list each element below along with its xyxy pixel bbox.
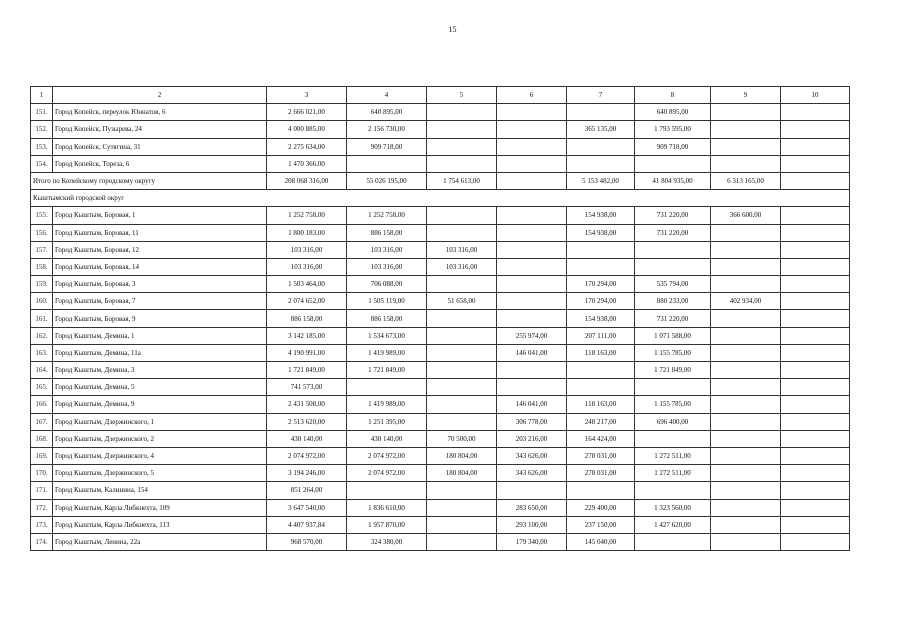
value-cell [781,344,850,361]
value-cell [781,207,850,224]
value-cell [427,310,497,327]
value-cell: 103 316,00 [347,241,427,258]
value-cell: 283 650,00 [497,499,567,516]
value-cell: 2 074 972,00 [267,447,347,464]
value-cell [781,413,850,430]
value-cell [635,533,711,550]
value-cell: 1 534 673,00 [347,327,427,344]
value-cell: 1 252 758,00 [267,207,347,224]
value-cell: 1 419 989,00 [347,396,427,413]
value-cell: 343 626,00 [497,465,567,482]
value-cell: 51 658,00 [427,293,497,310]
value-cell [781,499,850,516]
value-cell: 640 895,00 [347,104,427,121]
value-cell: 324 380,00 [347,533,427,550]
table-row [31,396,850,413]
value-cell [711,362,781,379]
table-row [31,465,850,482]
value-cell: 706 088,00 [347,276,427,293]
value-cell [711,413,781,430]
address-cell: Город Кыштым, Демина, 1 [53,327,267,344]
value-cell: 886 158,00 [347,224,427,241]
value-cell [781,104,850,121]
value-cell: 535 794,00 [635,276,711,293]
value-cell: 154 938,00 [567,224,635,241]
table-row [31,293,850,310]
table-row [31,516,850,533]
value-cell [781,379,850,396]
value-cell [711,310,781,327]
address-cell: Город Кыштым, Дзержинского, 1 [53,413,267,430]
value-cell: 2 074 972,00 [347,465,427,482]
value-cell [567,482,635,499]
value-cell [711,121,781,138]
value-cell [497,379,567,396]
row-number: 168. [31,430,53,447]
value-cell: 438 140,00 [347,430,427,447]
value-cell: 2 275 634,00 [267,138,347,155]
value-cell [497,155,567,172]
value-cell: 103 316,00 [427,258,497,275]
value-cell [427,516,497,533]
value-cell: 1 323 560,00 [635,499,711,516]
value-cell: 103 316,00 [427,241,497,258]
value-cell [497,293,567,310]
row-number: 162. [31,327,53,344]
table-row [31,310,850,327]
value-cell: 208 068 316,00 [267,172,347,189]
value-cell: 3 142 185,00 [267,327,347,344]
value-cell [427,499,497,516]
header-cell: 4 [347,87,427,104]
value-cell: 1 252 758,00 [347,207,427,224]
value-cell: 103 316,00 [267,241,347,258]
value-cell [635,379,711,396]
table-row [31,155,850,172]
value-cell: 145 040,00 [567,533,635,550]
value-cell: 1 793 595,00 [635,121,711,138]
value-cell: 70 500,00 [427,430,497,447]
value-cell [711,344,781,361]
value-cell [781,121,850,138]
value-cell: 103 316,00 [347,258,427,275]
value-cell [781,327,850,344]
value-cell [497,224,567,241]
row-number: 165. [31,379,53,396]
value-cell [711,516,781,533]
value-cell [427,379,497,396]
row-number: 171. [31,482,53,499]
value-cell [711,482,781,499]
value-cell [567,155,635,172]
value-cell [427,413,497,430]
value-cell [427,207,497,224]
value-cell [635,241,711,258]
value-cell [347,482,427,499]
value-cell [711,379,781,396]
value-cell: 731 220,00 [635,310,711,327]
value-cell [347,155,427,172]
value-cell [711,447,781,464]
value-cell: 103 316,00 [267,258,347,275]
header-cell: 10 [781,87,850,104]
address-cell: Город Кыштым, Ленина, 22а [53,533,267,550]
address-cell: Город Кыштым, Боровая, 12 [53,241,267,258]
address-cell: Город Копейск, Тореза, 6 [53,155,267,172]
value-cell: 2 431 508,00 [267,396,347,413]
address-cell: Город Копейск, Сутягина, 31 [53,138,267,155]
value-cell: 55 026 195,00 [347,172,427,189]
row-number: 153. [31,138,53,155]
section-label: Кыштымский городской округ [31,190,850,207]
value-cell: 1 754 613,00 [427,172,497,189]
value-cell: 146 041,00 [497,396,567,413]
value-cell [781,430,850,447]
address-cell: Город Копейск, переулок Юннатов, 6 [53,104,267,121]
header-cell: 2 [53,87,267,104]
value-cell [711,499,781,516]
value-cell [567,138,635,155]
value-cell [711,533,781,550]
value-cell [427,138,497,155]
value-cell [497,258,567,275]
table-header-row [31,87,850,104]
value-cell [427,104,497,121]
value-cell [711,155,781,172]
value-cell: 154 938,00 [567,310,635,327]
value-cell [711,327,781,344]
value-cell [567,362,635,379]
value-cell: 3 194 246,00 [267,465,347,482]
value-cell: 640 895,00 [635,104,711,121]
row-number: 166. [31,396,53,413]
value-cell [427,155,497,172]
value-cell: 278 031,00 [567,447,635,464]
value-cell [781,533,850,550]
value-cell [427,396,497,413]
row-number: 159. [31,276,53,293]
value-cell [781,155,850,172]
value-cell: 170 294,00 [567,276,635,293]
value-cell: 1 505 119,00 [347,293,427,310]
value-cell: 180 804,00 [427,465,497,482]
value-cell: 118 163,00 [567,344,635,361]
value-cell: 1 071 588,00 [635,327,711,344]
value-cell: 1 272 511,00 [635,447,711,464]
table-row [31,447,850,464]
row-number: 164. [31,362,53,379]
value-cell: 2 074 972,00 [347,447,427,464]
value-cell [427,482,497,499]
value-cell [497,138,567,155]
address-cell: Город Кыштым, Боровая, 1 [53,207,267,224]
table-row [31,207,850,224]
value-cell: 180 804,00 [427,447,497,464]
value-cell [781,310,850,327]
row-number: 173. [31,516,53,533]
table-row [31,482,850,499]
header-cell: 5 [427,87,497,104]
value-cell: 731 220,00 [635,207,711,224]
value-cell [781,224,850,241]
table-row [31,241,850,258]
value-cell: 1 251 395,00 [347,413,427,430]
value-cell: 306 778,00 [497,413,567,430]
value-cell [711,276,781,293]
address-cell: Город Кыштым, Демина, 9 [53,396,267,413]
value-cell: 203 216,00 [497,430,567,447]
header-cell: 6 [497,87,567,104]
value-cell: 1 503 464,00 [267,276,347,293]
table-row [31,379,850,396]
value-cell: 968 570,00 [267,533,347,550]
value-cell: 741 573,00 [267,379,347,396]
value-cell: 4 190 991,00 [267,344,347,361]
value-cell: 886 158,00 [267,310,347,327]
value-cell [635,430,711,447]
row-number: 160. [31,293,53,310]
value-cell: 1 721 849,00 [347,362,427,379]
value-cell: 402 934,00 [711,293,781,310]
value-cell [635,482,711,499]
value-cell: 5 153 482,00 [567,172,635,189]
value-cell [711,396,781,413]
section-row [31,190,850,207]
value-cell [711,224,781,241]
row-number: 163. [31,344,53,361]
table-row [31,327,850,344]
value-cell: 6 313 165,00 [711,172,781,189]
table-row [31,104,850,121]
value-cell [781,362,850,379]
value-cell [497,104,567,121]
row-number: 156. [31,224,53,241]
value-cell [567,104,635,121]
table-row [31,138,850,155]
address-cell: Город Кыштым, Демина, 5 [53,379,267,396]
row-number: 155. [31,207,53,224]
page-number: 15 [448,25,457,34]
value-cell: 1 155 785,00 [635,396,711,413]
address-cell: Город Кыштым, Боровая, 3 [53,276,267,293]
table-row [31,430,850,447]
value-cell: 3 647 540,00 [267,499,347,516]
value-cell: 2 074 652,00 [267,293,347,310]
value-cell [711,241,781,258]
value-cell [567,241,635,258]
value-cell [781,138,850,155]
value-cell: 179 340,00 [497,533,567,550]
value-cell [635,155,711,172]
header-cell: 8 [635,87,711,104]
table-row [31,121,850,138]
value-cell: 170 294,00 [567,293,635,310]
value-cell [427,327,497,344]
value-cell: 2 513 620,00 [267,413,347,430]
value-cell: 118 163,00 [567,396,635,413]
value-cell [781,447,850,464]
value-cell [781,465,850,482]
value-cell [427,362,497,379]
address-cell: Город Кыштым, Боровая, 9 [53,310,267,327]
row-number: 161. [31,310,53,327]
value-cell: 41 804 935,00 [635,172,711,189]
value-cell: 731 220,00 [635,224,711,241]
address-cell: Город Кыштым, Калинина, 154 [53,482,267,499]
row-number: 157. [31,241,53,258]
address-cell: Город Кыштым, Дзержинского, 5 [53,465,267,482]
total-label: Итого по Копейскому городскому округу [31,172,267,189]
value-cell: 146 041,00 [497,344,567,361]
value-cell: 255 974,00 [497,327,567,344]
table-row [31,258,850,275]
address-cell: Город Кыштым, Карла Либкнехта, 113 [53,516,267,533]
value-cell [711,465,781,482]
value-cell [781,293,850,310]
header-cell: 3 [267,87,347,104]
value-cell [781,516,850,533]
value-cell [711,138,781,155]
address-cell: Город Кыштым, Боровая, 7 [53,293,267,310]
value-cell [711,104,781,121]
value-cell: 366 600,00 [711,207,781,224]
value-cell: 1 272 511,00 [635,465,711,482]
value-cell: 886 158,00 [347,310,427,327]
row-number: 174. [31,533,53,550]
table-row [31,533,850,550]
value-cell [567,379,635,396]
value-cell: 164 424,00 [567,430,635,447]
value-cell: 880 233,00 [635,293,711,310]
value-cell [497,310,567,327]
value-cell [497,276,567,293]
value-cell [497,121,567,138]
value-cell [781,276,850,293]
address-cell: Город Кыштым, Дзержинского, 2 [53,430,267,447]
value-cell [781,172,850,189]
value-cell [781,258,850,275]
value-cell: 343 626,00 [497,447,567,464]
value-cell [427,121,497,138]
row-number: 152. [31,121,53,138]
table-row [31,224,850,241]
value-cell: 4 000 885,00 [267,121,347,138]
row-number: 169. [31,447,53,464]
value-cell: 229 400,00 [567,499,635,516]
value-cell [711,430,781,447]
address-cell: Город Копейск, Пузырева, 24 [53,121,267,138]
value-cell [497,207,567,224]
value-cell: 2 666 021,00 [267,104,347,121]
row-number: 167. [31,413,53,430]
row-number: 154. [31,155,53,172]
value-cell [347,379,427,396]
value-cell [497,362,567,379]
value-cell: 1 800 183,00 [267,224,347,241]
table-row [31,413,850,430]
value-cell: 1 721 849,00 [635,362,711,379]
value-cell [497,172,567,189]
row-number: 158. [31,258,53,275]
value-cell [711,258,781,275]
table-row [31,276,850,293]
value-cell: 207 111,00 [567,327,635,344]
row-number: 151. [31,104,53,121]
value-cell: 909 718,00 [347,138,427,155]
value-cell [427,276,497,293]
value-cell [427,224,497,241]
value-cell [781,396,850,413]
address-cell: Город Кыштым, Демина, 11а [53,344,267,361]
value-cell: 1 957 870,00 [347,516,427,533]
value-cell: 438 140,00 [267,430,347,447]
value-cell [567,258,635,275]
value-cell: 1 427 620,00 [635,516,711,533]
value-cell: 1 419 989,00 [347,344,427,361]
value-cell: 237 150,00 [567,516,635,533]
value-cell: 154 938,00 [567,207,635,224]
row-number: 170. [31,465,53,482]
address-cell: Город Кыштым, Карла Либкнехта, 109 [53,499,267,516]
budget-table [30,86,850,551]
header-cell: 7 [567,87,635,104]
row-number: 172. [31,499,53,516]
value-cell: 278 031,00 [567,465,635,482]
value-cell [427,344,497,361]
value-cell: 1 721 849,00 [267,362,347,379]
value-cell: 248 217,00 [567,413,635,430]
total-row [31,172,850,189]
header-cell: 1 [31,87,53,104]
value-cell: 365 135,00 [567,121,635,138]
value-cell: 1 836 610,00 [347,499,427,516]
address-cell: Город Кыштым, Боровая, 11 [53,224,267,241]
table-row [31,499,850,516]
header-cell: 9 [711,87,781,104]
value-cell [427,533,497,550]
address-cell: Город Кыштым, Демина, 3 [53,362,267,379]
value-cell: 293 100,00 [497,516,567,533]
value-cell [635,258,711,275]
value-cell [781,482,850,499]
value-cell: 4 407 937,84 [267,516,347,533]
value-cell [497,241,567,258]
value-cell: 851 264,00 [267,482,347,499]
value-cell [497,482,567,499]
table-row [31,344,850,361]
value-cell [781,241,850,258]
value-cell: 909 718,00 [635,138,711,155]
value-cell: 1 470 366,00 [267,155,347,172]
value-cell: 696 400,00 [635,413,711,430]
table-row [31,362,850,379]
address-cell: Город Кыштым, Боровая, 14 [53,258,267,275]
value-cell: 2 156 730,00 [347,121,427,138]
address-cell: Город Кыштым, Дзержинского, 4 [53,447,267,464]
value-cell: 1 155 785,00 [635,344,711,361]
